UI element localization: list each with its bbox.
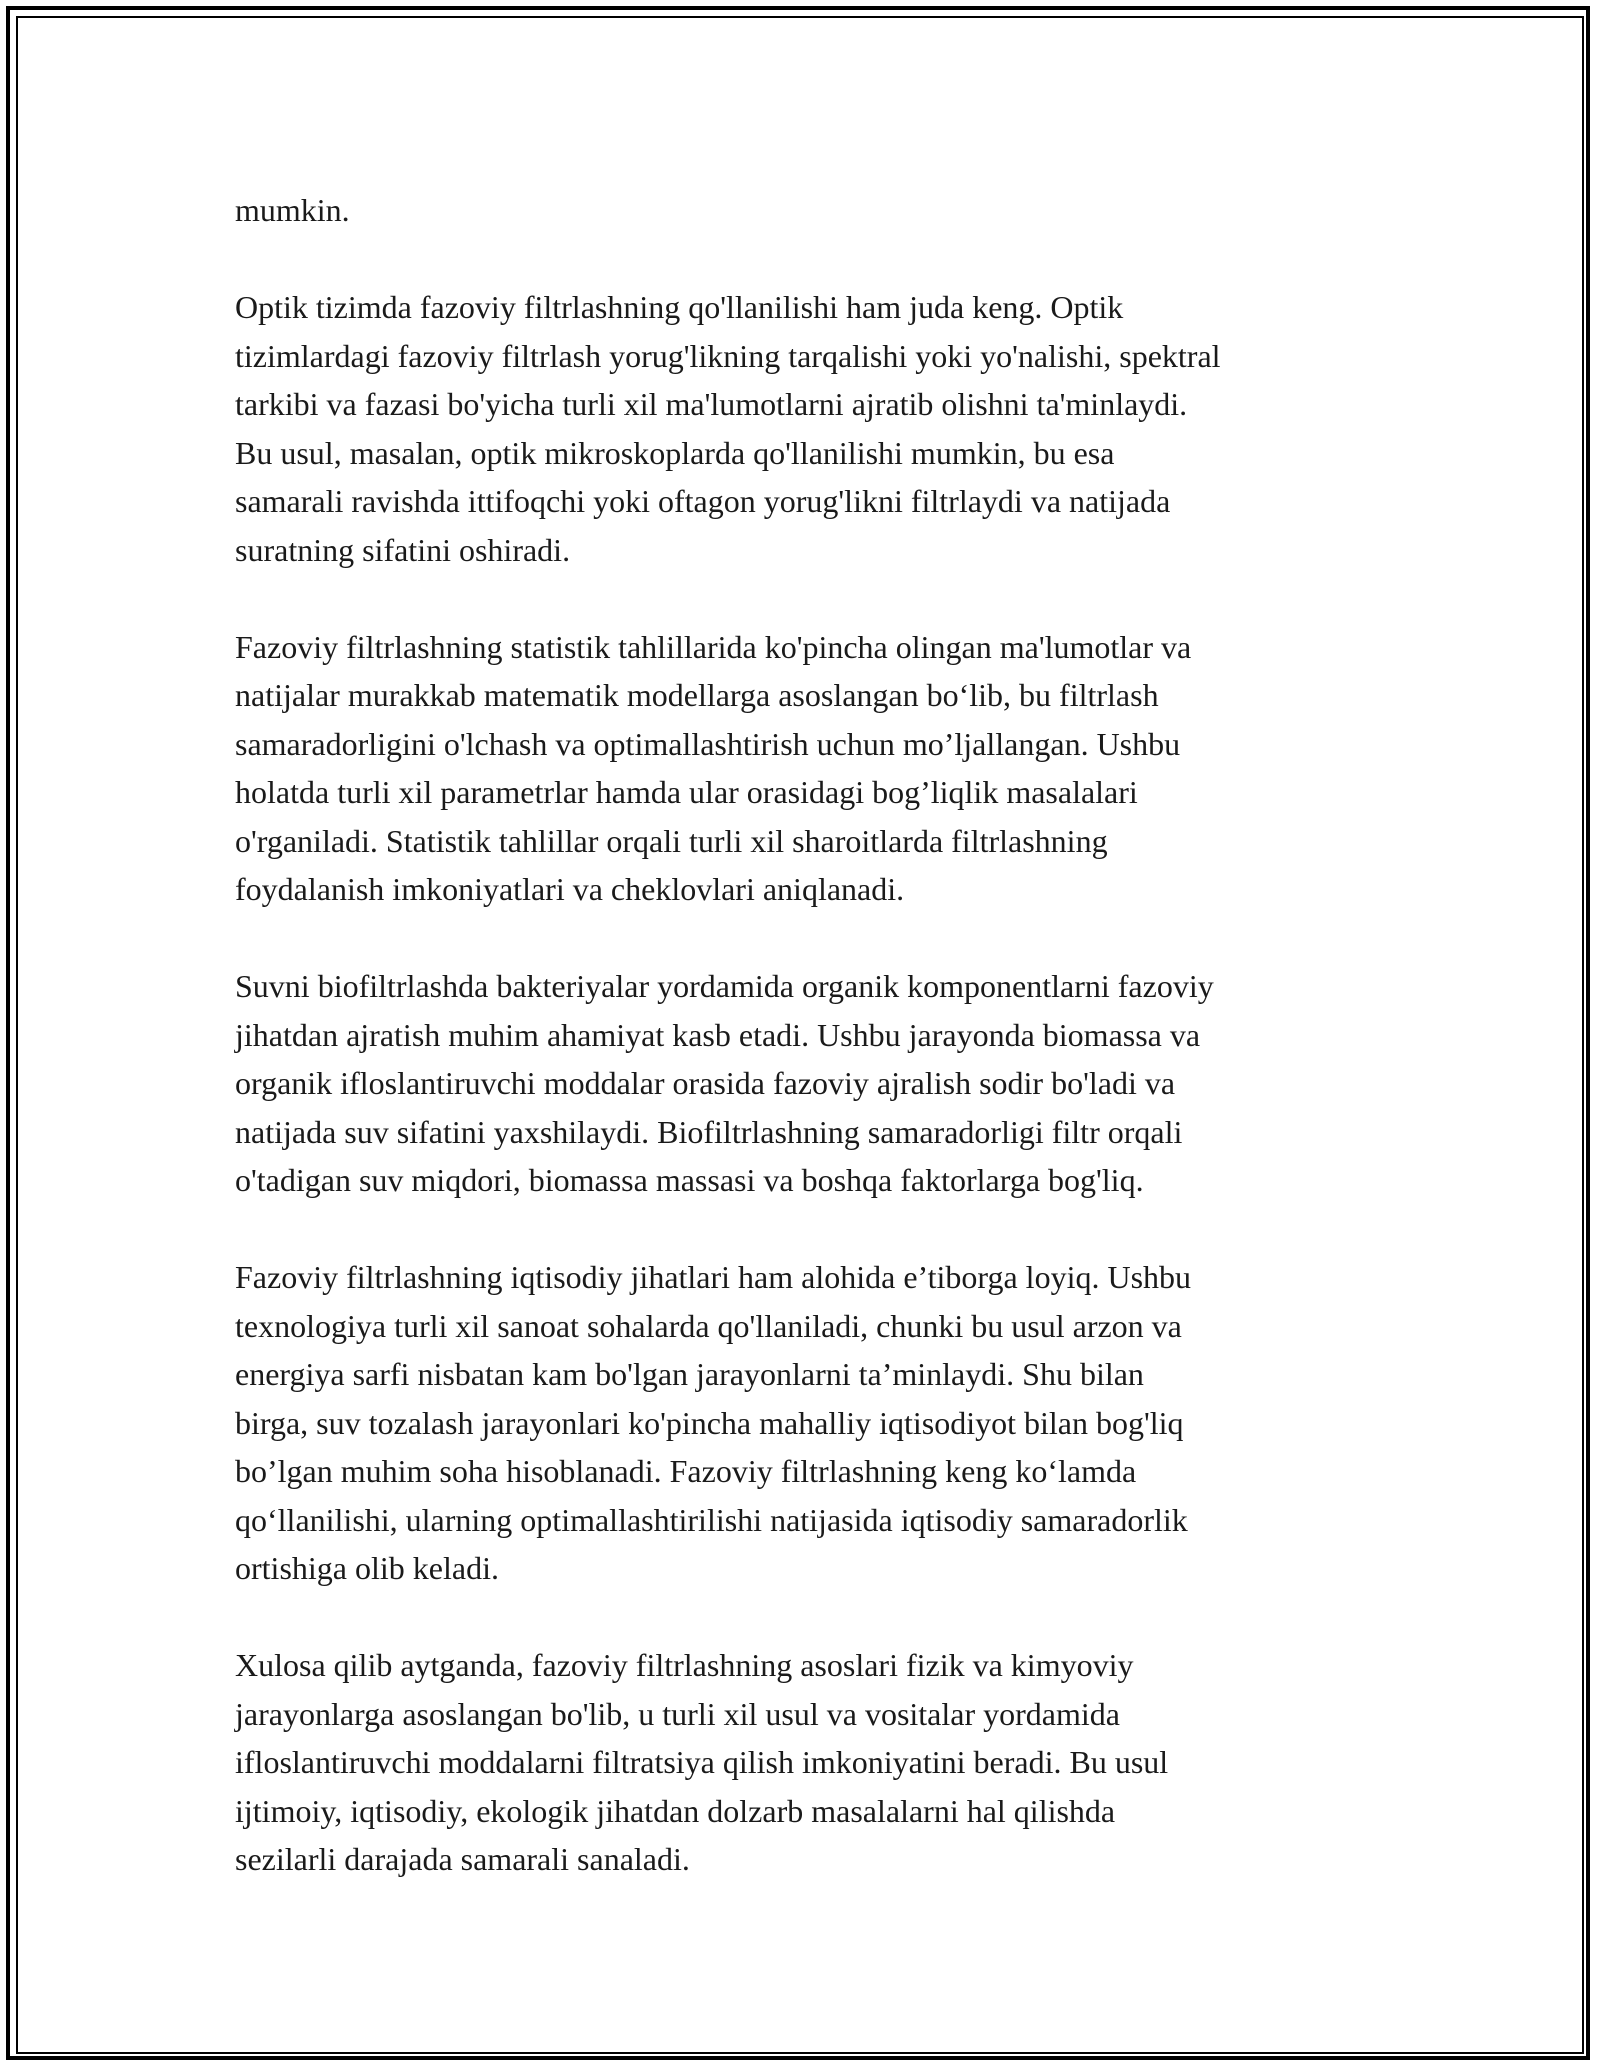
text-line: holatda turli xil parametrlar hamda ular orasidagi bog’liqlik masalalari — [235, 774, 1138, 810]
text-line: natijalar murakkab matematik modellarga asoslangan bo‘lib, bu filtrlash — [235, 677, 1159, 713]
text-line: jihatdan ajratish muhim ahamiyat kasb etadi. Ushbu jarayonda biomassa va — [235, 1016, 1201, 1053]
text-line: texnologiya turli xil sanoat sohalarda qo'llaniladi, chunki bu usul arzon va — [235, 1307, 1182, 1344]
text-line: Optik tizimda fazoviy filtrlashning qo'llanilishi ham juda keng. Optik — [235, 289, 1124, 325]
text-line: energiya sarfi nisbatan kam bo'lgan jarayonlarni ta’minlaydi. Shu bilan — [235, 1356, 1144, 1392]
text-line: mumkin. — [235, 192, 350, 228]
text-line: Suvni biofiltrlashda bakteriyalar yordamida organik komponentlarni fazoviy — [235, 968, 1214, 1004]
text-line: Xulosa qilib aytganda, fazoviy filtrlashning asoslari fizik va kimyoviy — [235, 1647, 1134, 1683]
text-line: ortishiga olib keladi. — [235, 1550, 499, 1586]
text-line: samarali ravishda ittifoqchi yoki oftagon yorug'likni filtrlaydi va natijada — [235, 483, 1171, 519]
text-line: ijtimoiy, iqtisodiy, ekologik jihatdan dolzarb masalalarni hal qilishda — [235, 1792, 1116, 1829]
text-line: Fazoviy filtrlashning statistik tahlillarida ko'pincha olingan ma'lumotlar va — [235, 628, 1192, 665]
text-line: suratning sifatini oshiradi. — [235, 531, 571, 568]
text-line: tizimlardagi fazoviy filtrlash yorug'likning tarqalishi yoki yo'nalishi, spektral — [235, 337, 1221, 374]
paragraph-statistical-analysis — [235, 623, 1385, 914]
paragraph-biofiltration — [235, 962, 1385, 1205]
text-line: qo‘llanilishi, ularning optimallashtirilishi natijasida iqtisodiy samaradorlik — [235, 1501, 1188, 1538]
document-body — [235, 186, 1385, 1884]
text-line: natijada suv sifatini yaxshilaydi. Biofiltrlashning samaradorligi filtr orqali — [235, 1113, 1183, 1150]
paragraph-economic-aspects — [235, 1253, 1385, 1593]
text-line: birga, suv tozalash jarayonlari ko'pincha mahalliy iqtisodiyot bilan bog'liq — [235, 1404, 1184, 1441]
text-line: jarayonlarga asoslangan bo'lib, u turli xil usul va vositalar yordamida — [235, 1695, 1120, 1732]
text-line: o'tadigan suv miqdori, biomassa massasi va boshqa faktorlarga bog'liq. — [235, 1162, 1144, 1198]
text-line: foydalanish imkoniyatlari va cheklovlari aniqlanadi. — [235, 871, 905, 907]
text-line: bo’lgan muhim soha hisoblanadi. Fazoviy filtrlashning keng ko‘lamda — [235, 1453, 1137, 1489]
text-line: o'rganiladi. Statistik tahlillar orqali turli xil sharoitlarda filtrlashning — [235, 822, 1108, 859]
text-line: samaradorligini o'lchash va optimallashtirish uchun mo’ljallangan. Ushbu — [235, 725, 1181, 762]
paragraph-optical-filtering — [235, 283, 1385, 574]
paragraph-continuation — [235, 186, 1385, 235]
text-line: ifloslantiruvchi moddalarni filtratsiya qilish imkoniyatini beradi. Bu usul — [235, 1744, 1169, 1780]
text-line: organik ifloslantiruvchi moddalar orasida fazoviy ajralish sodir bo'ladi va — [235, 1065, 1176, 1101]
text-line: tarkibi va fazasi bo'yicha turli xil ma'lumotlarni ajratib olishni ta'minlaydi. — [235, 386, 1188, 422]
text-line: sezilarli darajada samarali sanaladi. — [235, 1841, 690, 1877]
text-line: Bu usul, masalan, optik mikroskoplarda qo'llanilishi mumkin, bu esa — [235, 434, 1115, 471]
paragraph-conclusion — [235, 1641, 1385, 1884]
text-line: Fazoviy filtrlashning iqtisodiy jihatlari ham alohida e’tiborga loyiq. Ushbu — [235, 1259, 1192, 1295]
